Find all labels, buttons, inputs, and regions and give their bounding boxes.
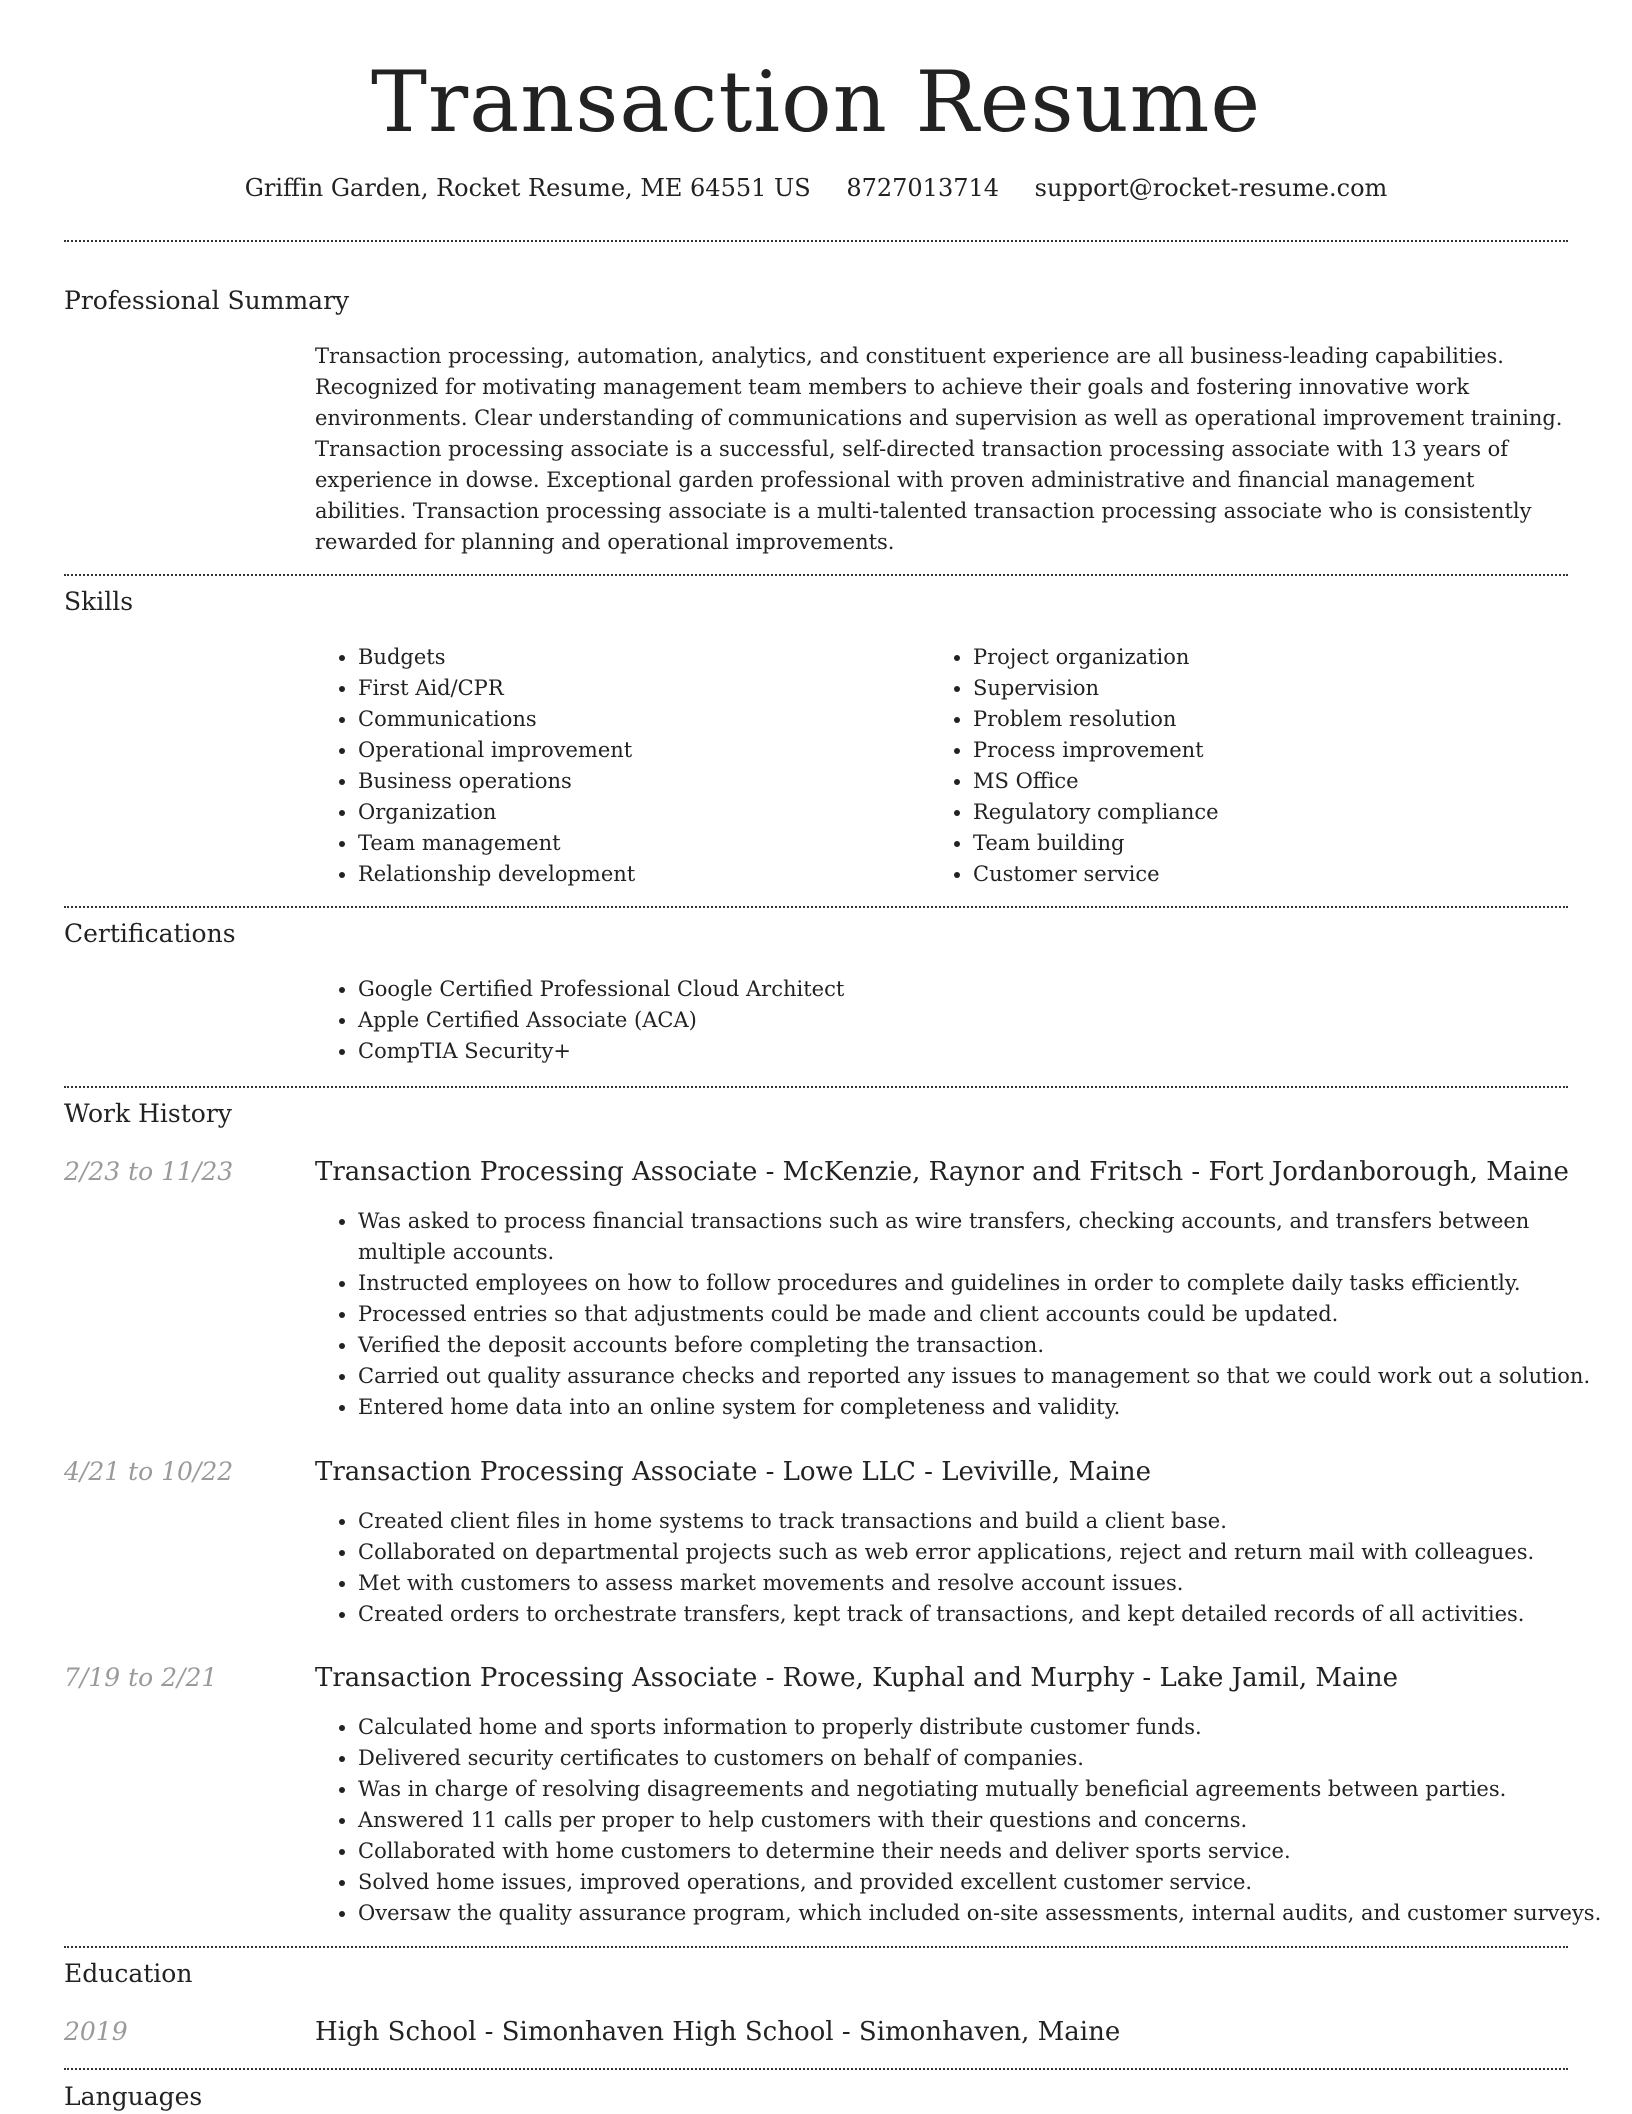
list-item: • Customer service bbox=[973, 859, 1573, 890]
contact-phone: 8727013714 bbox=[846, 174, 1000, 202]
contact-address: Griffin Garden, Rocket Resume, ME 64551 US bbox=[244, 174, 811, 202]
list-item: • Instructed employees on how to follow procedures and guidelines in order to complete daily tasks efficiently. bbox=[358, 1268, 1608, 1299]
list-item: • Supervision bbox=[973, 673, 1573, 704]
list-item: • Met with customers to assess market movements and resolve account issues. bbox=[358, 1568, 1608, 1599]
section-title-skills: Skills bbox=[64, 587, 134, 616]
list-item: • Project organization bbox=[973, 642, 1573, 673]
list-item: • Carried out quality assurance checks and reported any issues to management so that we could work out a solution. bbox=[358, 1361, 1608, 1392]
contact-email: support@rocket-resume.com bbox=[1034, 174, 1388, 202]
education-year: 2019 bbox=[64, 2017, 128, 2046]
list-item: • Oversaw the quality assurance program, which included on-site assessments, internal audits, and customer surveys. bbox=[358, 1898, 1608, 1929]
section-title-certifications: Certifications bbox=[64, 919, 236, 948]
list-item: • Process improvement bbox=[973, 735, 1573, 766]
list-item: • Verified the deposit accounts before completing the transaction. bbox=[358, 1330, 1608, 1361]
list-item: • Google Certified Professional Cloud Architect bbox=[358, 974, 1608, 1005]
list-item: • Was asked to process financial transactions such as wire transfers, checking accounts, and transfers between multiple accounts. bbox=[358, 1206, 1608, 1268]
list-item: • Was in charge of resolving disagreements and negotiating mutually beneficial agreements between parties. bbox=[358, 1774, 1608, 1805]
list-item: • Business operations bbox=[358, 766, 918, 797]
list-item: • Team building bbox=[973, 828, 1573, 859]
section-divider bbox=[64, 1086, 1568, 1088]
resume-name: Transaction Resume bbox=[370, 53, 1262, 151]
list-item: • Organization bbox=[358, 797, 918, 828]
job-bullets bbox=[315, 1206, 1608, 1423]
list-item: • Collaborated with home customers to determine their needs and deliver sports service. bbox=[358, 1836, 1608, 1867]
list-item: • Operational improvement bbox=[358, 735, 918, 766]
list-item: • Calculated home and sports information to properly distribute customer funds. bbox=[358, 1712, 1608, 1743]
job-title: Transaction Processing Associate - Lowe LLC - Leviville, Maine bbox=[315, 1457, 1152, 1487]
list-item: • Budgets bbox=[358, 642, 918, 673]
job-title: Transaction Processing Associate - McKenzie, Raynor and Fritsch - Fort Jordanborough, Maine bbox=[315, 1157, 1569, 1187]
list-item: • CompTIA Security+ bbox=[358, 1036, 1608, 1067]
list-item: • Answered 11 calls per proper to help customers with their questions and concerns. bbox=[358, 1805, 1608, 1836]
list-item: • Created orders to orchestrate transfers, kept track of transactions, and kept detailed records of all activities. bbox=[358, 1599, 1608, 1630]
education-entry: High School - Simonhaven High School - Simonhaven, Maine bbox=[315, 2017, 1121, 2047]
job-dates: 7/19 to 2/21 bbox=[64, 1663, 218, 1692]
skills-list-left bbox=[315, 642, 918, 890]
list-item: • Created client files in home systems to track transactions and build a client base. bbox=[358, 1506, 1608, 1537]
section-title-work-history: Work History bbox=[64, 1099, 232, 1128]
section-divider bbox=[64, 906, 1568, 908]
skills-list-right bbox=[930, 642, 1573, 890]
list-item: • Apple Certified Associate (ACA) bbox=[358, 1005, 1608, 1036]
section-divider bbox=[64, 2068, 1568, 2070]
summary-text: Transaction processing, automation, analytics, and constituent experience are all business-leading capabilities. Recognized for motivating management team members to achieve their goals and fostering innovative work environments. Clear understanding of communications and supervision as well as operational improvement training. Transaction processing associate is a successful, self-directed transaction processing associate with 13 years of experience in dowse. Exceptional garden professional with proven administrative and financial management abilities. Transaction processing associate is a multi-talented transaction processing associate who is consistently rewarded for planning and operational improvements. bbox=[315, 344, 1563, 554]
list-item: • Processed entries so that adjustments could be made and client accounts could be updated. bbox=[358, 1299, 1608, 1330]
certifications-list bbox=[315, 974, 1608, 1067]
job-bullets bbox=[315, 1506, 1608, 1630]
list-item: • MS Office bbox=[973, 766, 1573, 797]
list-item: • Collaborated on departmental projects such as web error applications, reject and return mail with colleagues. bbox=[358, 1537, 1608, 1568]
job-dates: 2/23 to 11/23 bbox=[64, 1157, 234, 1186]
section-title-languages: Languages bbox=[64, 2082, 203, 2111]
section-title-education: Education bbox=[64, 1959, 193, 1988]
list-item: • Relationship development bbox=[358, 859, 918, 890]
job-bullets bbox=[315, 1712, 1608, 1929]
list-item: • Communications bbox=[358, 704, 918, 735]
list-item: • First Aid/CPR bbox=[358, 673, 918, 704]
list-item: • Regulatory compliance bbox=[973, 797, 1573, 828]
job-title: Transaction Processing Associate - Rowe, Kuphal and Murphy - Lake Jamil, Maine bbox=[315, 1663, 1398, 1693]
list-item: • Team management bbox=[358, 828, 918, 859]
list-item: • Problem resolution bbox=[973, 704, 1573, 735]
list-item: • Entered home data into an online system for completeness and validity. bbox=[358, 1392, 1608, 1423]
section-divider bbox=[64, 1946, 1568, 1948]
section-title-summary: Professional Summary bbox=[64, 286, 350, 315]
contact-line bbox=[0, 170, 1632, 206]
job-dates: 4/21 to 10/22 bbox=[64, 1457, 234, 1486]
list-item: • Solved home issues, improved operations, and provided excellent customer service. bbox=[358, 1867, 1608, 1898]
section-divider bbox=[64, 574, 1568, 576]
section-divider bbox=[64, 240, 1568, 242]
list-item: • Delivered security certificates to customers on behalf of companies. bbox=[358, 1743, 1608, 1774]
